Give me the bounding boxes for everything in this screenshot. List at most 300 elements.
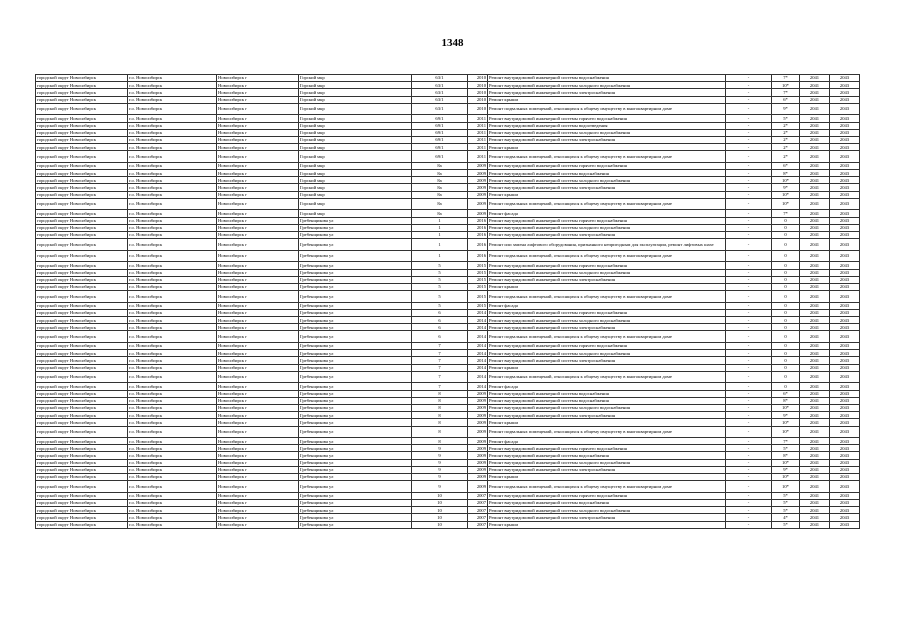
cell-cost: - (726, 474, 772, 481)
cell-wear-percent: 10* (772, 404, 800, 411)
cell-street: Горский мкр (299, 144, 412, 151)
cell-commission-year: 2009 (468, 170, 488, 177)
cell-municipality: городской округ Новосибирск (36, 500, 128, 507)
cell-settlement: Новосибирск г (217, 250, 299, 262)
cell-commission-year: 2010 (468, 103, 488, 115)
table-row (36, 198, 860, 210)
cell-end-year: 2043 (830, 474, 860, 481)
cell-end-year: 2043 (830, 162, 860, 169)
cell-start-year: 2041 (800, 129, 830, 136)
cell-wear-percent: 0 (772, 262, 800, 269)
cell-street: Гребенщикова ул (299, 371, 412, 383)
cell-cost: - (726, 129, 772, 136)
cell-street: Гребенщикова ул (299, 452, 412, 459)
cell-municipality: городской округ Новосибирск (36, 239, 128, 251)
cell-work-type: Ремонт внутридомовой инженерной системы холодного водоснабжения (488, 404, 726, 411)
cell-cost: - (726, 75, 772, 82)
cell-wear-percent: 10* (772, 481, 800, 493)
cell-start-year: 2041 (800, 331, 830, 343)
cell-district: г.о. Новосибирск (128, 507, 217, 514)
cell-street: Гребенщикова ул (299, 364, 412, 371)
cell-start-year: 2041 (800, 426, 830, 438)
cell-house-number: 8 (412, 412, 468, 419)
cell-end-year: 2043 (830, 82, 860, 89)
cell-district: г.о. Новосибирск (128, 162, 217, 169)
cell-commission-year: 2011 (468, 129, 488, 136)
cell-district: г.о. Новосибирск (128, 492, 217, 499)
cell-district: г.о. Новосибирск (128, 184, 217, 191)
cell-work-type: Ремонт внутридомовой инженерной системы горячего водоснабжения (488, 262, 726, 269)
cell-end-year: 2043 (830, 412, 860, 419)
cell-commission-year: 2009 (468, 426, 488, 438)
cell-wear-percent: 0 (772, 364, 800, 371)
cell-settlement: Новосибирск г (217, 239, 299, 251)
cell-wear-percent: 10* (772, 419, 800, 426)
cell-start-year: 2041 (800, 89, 830, 96)
cell-district: г.о. Новосибирск (128, 224, 217, 231)
cell-municipality: городской округ Новосибирск (36, 170, 128, 177)
cell-house-number: 9 (412, 445, 468, 452)
cell-commission-year: 2011 (468, 144, 488, 151)
cell-house-number: 10 (412, 521, 468, 528)
cell-settlement: Новосибирск г (217, 474, 299, 481)
cell-house-number: 69/1 (412, 144, 468, 151)
cell-municipality: городской округ Новосибирск (36, 177, 128, 184)
cell-wear-percent: 10* (772, 191, 800, 198)
cell-district: г.о. Новосибирск (128, 136, 217, 143)
cell-wear-percent: 0 (772, 343, 800, 350)
cell-cost: - (726, 371, 772, 383)
cell-settlement: Новосибирск г (217, 371, 299, 383)
cell-district: г.о. Новосибирск (128, 438, 217, 445)
cell-wear-percent: 0 (772, 383, 800, 390)
cell-cost: - (726, 283, 772, 290)
cell-municipality: городской округ Новосибирск (36, 419, 128, 426)
cell-street: Гребенщикова ул (299, 412, 412, 419)
cell-house-number: 1 (412, 217, 468, 224)
cell-house-number: 63/1 (412, 75, 468, 82)
cell-commission-year: 2009 (468, 397, 488, 404)
table-row (36, 521, 860, 528)
cell-end-year: 2043 (830, 129, 860, 136)
cell-work-type: Ремонт внутридомовой инженерной системы электроснабжения (488, 324, 726, 331)
cell-district: г.о. Новосибирск (128, 250, 217, 262)
cell-municipality: городской округ Новосибирск (36, 82, 128, 89)
table-row (36, 371, 860, 383)
cell-street: Гребенщикова ул (299, 438, 412, 445)
cell-settlement: Новосибирск г (217, 162, 299, 169)
cell-start-year: 2041 (800, 383, 830, 390)
table-row (36, 481, 860, 493)
cell-municipality: городской округ Новосибирск (36, 383, 128, 390)
cell-street: Горский мкр (299, 129, 412, 136)
cell-start-year: 2041 (800, 350, 830, 357)
cell-commission-year: 2009 (468, 210, 488, 217)
cell-street: Горский мкр (299, 151, 412, 163)
cell-street: Горский мкр (299, 75, 412, 82)
cell-house-number: 69/1 (412, 122, 468, 129)
cell-house-number: 8 (412, 419, 468, 426)
cell-house-number: 6 (412, 324, 468, 331)
cell-wear-percent: 0 (772, 250, 800, 262)
cell-commission-year: 2009 (468, 390, 488, 397)
table-row (36, 115, 860, 122)
cell-cost: - (726, 302, 772, 309)
cell-start-year: 2041 (800, 317, 830, 324)
cell-street: Гребенщикова ул (299, 357, 412, 364)
cell-municipality: городской округ Новосибирск (36, 191, 128, 198)
cell-wear-percent: 8* (772, 170, 800, 177)
table-row (36, 129, 860, 136)
cell-street: Горский мкр (299, 170, 412, 177)
cell-settlement: Новосибирск г (217, 404, 299, 411)
cell-cost: - (726, 115, 772, 122)
cell-commission-year: 2016 (468, 231, 488, 238)
cell-end-year: 2043 (830, 514, 860, 521)
cell-settlement: Новосибирск г (217, 521, 299, 528)
cell-work-type: Ремонт внутридомовой инженерной системы холодного водоснабжения (488, 459, 726, 466)
cell-street: Гребенщикова ул (299, 419, 412, 426)
cell-commission-year: 2014 (468, 350, 488, 357)
cell-house-number: 5 (412, 276, 468, 283)
cell-settlement: Новосибирск г (217, 231, 299, 238)
cell-municipality: городской округ Новосибирск (36, 474, 128, 481)
cell-district: г.о. Новосибирск (128, 198, 217, 210)
cell-work-type: Ремонт крыши (488, 419, 726, 426)
cell-wear-percent: 7* (772, 210, 800, 217)
cell-street: Гребенщикова ул (299, 317, 412, 324)
cell-start-year: 2041 (800, 276, 830, 283)
cell-cost: - (726, 198, 772, 210)
cell-street: Гребенщикова ул (299, 239, 412, 251)
cell-work-type: Ремонт внутридомовой инженерной системы водоснабжения (488, 452, 726, 459)
cell-start-year: 2041 (800, 521, 830, 528)
cell-end-year: 2043 (830, 184, 860, 191)
cell-municipality: городской округ Новосибирск (36, 412, 128, 419)
cell-wear-percent: 4* (772, 514, 800, 521)
cell-work-type: Ремонт подвальных помещений, относящихся к общему имуществу в многоквартирном доме (488, 371, 726, 383)
cell-start-year: 2041 (800, 177, 830, 184)
table-row (36, 492, 860, 499)
cell-street: Горский мкр (299, 122, 412, 129)
cell-settlement: Новосибирск г (217, 276, 299, 283)
cell-work-type: Ремонт внутридомовой инженерной системы горячего водоснабжения (488, 115, 726, 122)
cell-commission-year: 2007 (468, 514, 488, 521)
cell-end-year: 2043 (830, 144, 860, 151)
cell-work-type: Ремонт внутридомовой инженерной системы водоснабжения (488, 75, 726, 82)
cell-start-year: 2041 (800, 224, 830, 231)
cell-settlement: Новосибирск г (217, 357, 299, 364)
cell-wear-percent: 10* (772, 198, 800, 210)
cell-settlement: Новосибирск г (217, 210, 299, 217)
cell-start-year: 2041 (800, 250, 830, 262)
cell-start-year: 2041 (800, 371, 830, 383)
repair-schedule-table (35, 74, 860, 529)
cell-work-type: Ремонт крыши (488, 191, 726, 198)
cell-street: Гребенщикова ул (299, 492, 412, 499)
cell-cost: - (726, 521, 772, 528)
cell-cost: - (726, 331, 772, 343)
cell-work-type: Ремонт подвальных помещений, относящихся к общему имуществу в многоквартирном доме (488, 103, 726, 115)
cell-street: Гребенщикова ул (299, 350, 412, 357)
cell-work-type: Ремонт внутридомовой инженерной системы водоотведения (488, 122, 726, 129)
cell-end-year: 2043 (830, 500, 860, 507)
cell-commission-year: 2009 (468, 474, 488, 481)
cell-municipality: городской округ Новосибирск (36, 445, 128, 452)
cell-municipality: городской округ Новосибирск (36, 357, 128, 364)
cell-wear-percent: 6* (772, 162, 800, 169)
cell-settlement: Новосибирск г (217, 129, 299, 136)
cell-work-type: Ремонт внутридомовой инженерной системы горячего водоснабжения (488, 492, 726, 499)
cell-start-year: 2041 (800, 324, 830, 331)
cell-work-type: Ремонт внутридомовой инженерной системы горячего водоснабжения (488, 162, 726, 169)
cell-work-type: Ремонт внутридомовой инженерной системы электроснабжения (488, 184, 726, 191)
cell-cost: - (726, 445, 772, 452)
cell-cost: - (726, 170, 772, 177)
cell-cost: - (726, 343, 772, 350)
cell-wear-percent: 2* (772, 151, 800, 163)
cell-house-number: 63/1 (412, 96, 468, 103)
cell-wear-percent: 10* (772, 82, 800, 89)
cell-house-number: 7 (412, 371, 468, 383)
cell-end-year: 2043 (830, 136, 860, 143)
cell-end-year: 2043 (830, 291, 860, 303)
cell-municipality: городской округ Новосибирск (36, 459, 128, 466)
cell-end-year: 2043 (830, 302, 860, 309)
cell-house-number: 6 (412, 317, 468, 324)
cell-house-number: 9 (412, 452, 468, 459)
table-row (36, 291, 860, 303)
cell-start-year: 2041 (800, 269, 830, 276)
table-row (36, 103, 860, 115)
table-row (36, 383, 860, 390)
cell-settlement: Новосибирск г (217, 122, 299, 129)
cell-district: г.о. Новосибирск (128, 75, 217, 82)
cell-municipality: городской округ Новосибирск (36, 514, 128, 521)
cell-house-number: 1 (412, 239, 468, 251)
cell-commission-year: 2015 (468, 276, 488, 283)
cell-commission-year: 2007 (468, 492, 488, 499)
cell-work-type: Ремонт внутридомовой инженерной системы холодного водоснабжения (488, 507, 726, 514)
cell-district: г.о. Новосибирск (128, 89, 217, 96)
cell-commission-year: 2009 (468, 466, 488, 473)
cell-cost: - (726, 324, 772, 331)
cell-start-year: 2041 (800, 459, 830, 466)
cell-street: Горский мкр (299, 96, 412, 103)
table-row (36, 507, 860, 514)
cell-street: Гребенщикова ул (299, 426, 412, 438)
table-row (36, 231, 860, 238)
cell-commission-year: 2010 (468, 82, 488, 89)
cell-work-type: Ремонт внутридомовой инженерной системы водоснабжения (488, 500, 726, 507)
cell-municipality: городской округ Новосибирск (36, 198, 128, 210)
cell-settlement: Новосибирск г (217, 151, 299, 163)
cell-street: Гребенщикова ул (299, 383, 412, 390)
table-row (36, 177, 860, 184)
cell-commission-year: 2010 (468, 96, 488, 103)
cell-start-year: 2041 (800, 302, 830, 309)
cell-commission-year: 2016 (468, 250, 488, 262)
cell-house-number: 8 (412, 390, 468, 397)
cell-wear-percent: 0 (772, 224, 800, 231)
cell-street: Гребенщикова ул (299, 269, 412, 276)
cell-start-year: 2041 (800, 474, 830, 481)
cell-commission-year: 2016 (468, 239, 488, 251)
cell-settlement: Новосибирск г (217, 144, 299, 151)
cell-work-type: Ремонт подвальных помещений, относящихся к общему имуществу в многоквартирном доме (488, 426, 726, 438)
cell-commission-year: 2010 (468, 89, 488, 96)
cell-house-number: 7 (412, 350, 468, 357)
cell-house-number: 7 (412, 343, 468, 350)
cell-wear-percent: 9* (772, 466, 800, 473)
cell-municipality: городской округ Новосибирск (36, 521, 128, 528)
cell-work-type: Ремонт внутридомовой инженерной системы холодного водоснабжения (488, 82, 726, 89)
cell-district: г.о. Новосибирск (128, 144, 217, 151)
cell-start-year: 2041 (800, 191, 830, 198)
cell-municipality: городской округ Новосибирск (36, 184, 128, 191)
cell-start-year: 2041 (800, 283, 830, 290)
cell-work-type: Ремонт подвальных помещений, относящихся к общему имуществу в многоквартирном доме (488, 151, 726, 163)
cell-district: г.о. Новосибирск (128, 481, 217, 493)
cell-cost: - (726, 89, 772, 96)
cell-settlement: Новосибирск г (217, 82, 299, 89)
table-row (36, 514, 860, 521)
cell-wear-percent: 8* (772, 452, 800, 459)
table-row (36, 151, 860, 163)
cell-commission-year: 2014 (468, 324, 488, 331)
cell-district: г.о. Новосибирск (128, 309, 217, 316)
cell-house-number: 8 (412, 404, 468, 411)
cell-municipality: городской округ Новосибирск (36, 224, 128, 231)
cell-commission-year: 2014 (468, 331, 488, 343)
cell-end-year: 2043 (830, 452, 860, 459)
cell-end-year: 2043 (830, 481, 860, 493)
cell-street: Гребенщикова ул (299, 250, 412, 262)
cell-settlement: Новосибирск г (217, 500, 299, 507)
table-body (36, 75, 860, 529)
cell-start-year: 2041 (800, 151, 830, 163)
table-row (36, 309, 860, 316)
table-row (36, 364, 860, 371)
cell-commission-year: 2010 (468, 75, 488, 82)
cell-house-number: 8 (412, 397, 468, 404)
cell-district: г.о. Новосибирск (128, 343, 217, 350)
cell-end-year: 2043 (830, 198, 860, 210)
table-row (36, 445, 860, 452)
cell-cost: - (726, 184, 772, 191)
cell-settlement: Новосибирск г (217, 269, 299, 276)
cell-house-number: 10 (412, 507, 468, 514)
cell-cost: - (726, 250, 772, 262)
table-row (36, 438, 860, 445)
cell-wear-percent: 0 (772, 217, 800, 224)
cell-wear-percent: 0 (772, 239, 800, 251)
cell-street: Гребенщикова ул (299, 217, 412, 224)
cell-end-year: 2043 (830, 371, 860, 383)
cell-district: г.о. Новосибирск (128, 357, 217, 364)
cell-house-number: 7 (412, 383, 468, 390)
cell-municipality: городской округ Новосибирск (36, 283, 128, 290)
cell-end-year: 2043 (830, 350, 860, 357)
cell-settlement: Новосибирск г (217, 198, 299, 210)
table-row (36, 89, 860, 96)
cell-district: г.о. Новосибирск (128, 210, 217, 217)
cell-start-year: 2041 (800, 404, 830, 411)
cell-cost: - (726, 239, 772, 251)
cell-house-number: 1 (412, 250, 468, 262)
cell-settlement: Новосибирск г (217, 343, 299, 350)
cell-district: г.о. Новосибирск (128, 419, 217, 426)
cell-cost: - (726, 103, 772, 115)
cell-cost: - (726, 291, 772, 303)
table-row (36, 269, 860, 276)
cell-start-year: 2041 (800, 217, 830, 224)
table-row (36, 239, 860, 251)
cell-street: Гребенщикова ул (299, 224, 412, 231)
cell-settlement: Новосибирск г (217, 438, 299, 445)
cell-cost: - (726, 390, 772, 397)
cell-commission-year: 2007 (468, 500, 488, 507)
cell-district: г.о. Новосибирск (128, 514, 217, 521)
table-row (36, 419, 860, 426)
cell-cost: - (726, 426, 772, 438)
cell-municipality: городской округ Новосибирск (36, 302, 128, 309)
cell-end-year: 2043 (830, 89, 860, 96)
cell-cost: - (726, 144, 772, 151)
cell-house-number: 69/1 (412, 151, 468, 163)
cell-street: Гребенщикова ул (299, 474, 412, 481)
cell-settlement: Новосибирск г (217, 191, 299, 198)
cell-municipality: городской округ Новосибирск (36, 210, 128, 217)
cell-house-number: 69/1 (412, 115, 468, 122)
table-row (36, 224, 860, 231)
cell-settlement: Новосибирск г (217, 466, 299, 473)
cell-start-year: 2041 (800, 390, 830, 397)
cell-municipality: городской округ Новосибирск (36, 350, 128, 357)
cell-district: г.о. Новосибирск (128, 170, 217, 177)
cell-street: Горский мкр (299, 89, 412, 96)
cell-work-type: Ремонт внутридомовой инженерной системы горячего водоснабжения (488, 217, 726, 224)
cell-house-number: 10 (412, 514, 468, 521)
cell-start-year: 2041 (800, 466, 830, 473)
cell-start-year: 2041 (800, 412, 830, 419)
cell-district: г.о. Новосибирск (128, 466, 217, 473)
cell-work-type: Ремонт внутридомовой инженерной системы горячего водоснабжения (488, 309, 726, 316)
cell-work-type: Ремонт внутридомовой инженерной системы холодного водоснабжения (488, 129, 726, 136)
cell-settlement: Новосибирск г (217, 283, 299, 290)
cell-work-type: Ремонт внутридомовой инженерной системы электроснабжения (488, 514, 726, 521)
cell-settlement: Новосибирск г (217, 136, 299, 143)
cell-settlement: Новосибирск г (217, 390, 299, 397)
cell-wear-percent: 10* (772, 474, 800, 481)
cell-end-year: 2043 (830, 324, 860, 331)
cell-street: Гребенщикова ул (299, 331, 412, 343)
cell-end-year: 2043 (830, 466, 860, 473)
cell-end-year: 2043 (830, 250, 860, 262)
cell-street: Гребенщикова ул (299, 521, 412, 528)
cell-house-number: 8 (412, 426, 468, 438)
cell-commission-year: 2009 (468, 438, 488, 445)
cell-street: Горский мкр (299, 177, 412, 184)
cell-wear-percent: 2* (772, 129, 800, 136)
cell-district: г.о. Новосибирск (128, 521, 217, 528)
cell-district: г.о. Новосибирск (128, 115, 217, 122)
cell-end-year: 2043 (830, 177, 860, 184)
cell-settlement: Новосибирск г (217, 350, 299, 357)
table-row (36, 122, 860, 129)
cell-commission-year: 2007 (468, 521, 488, 528)
cell-commission-year: 2014 (468, 317, 488, 324)
